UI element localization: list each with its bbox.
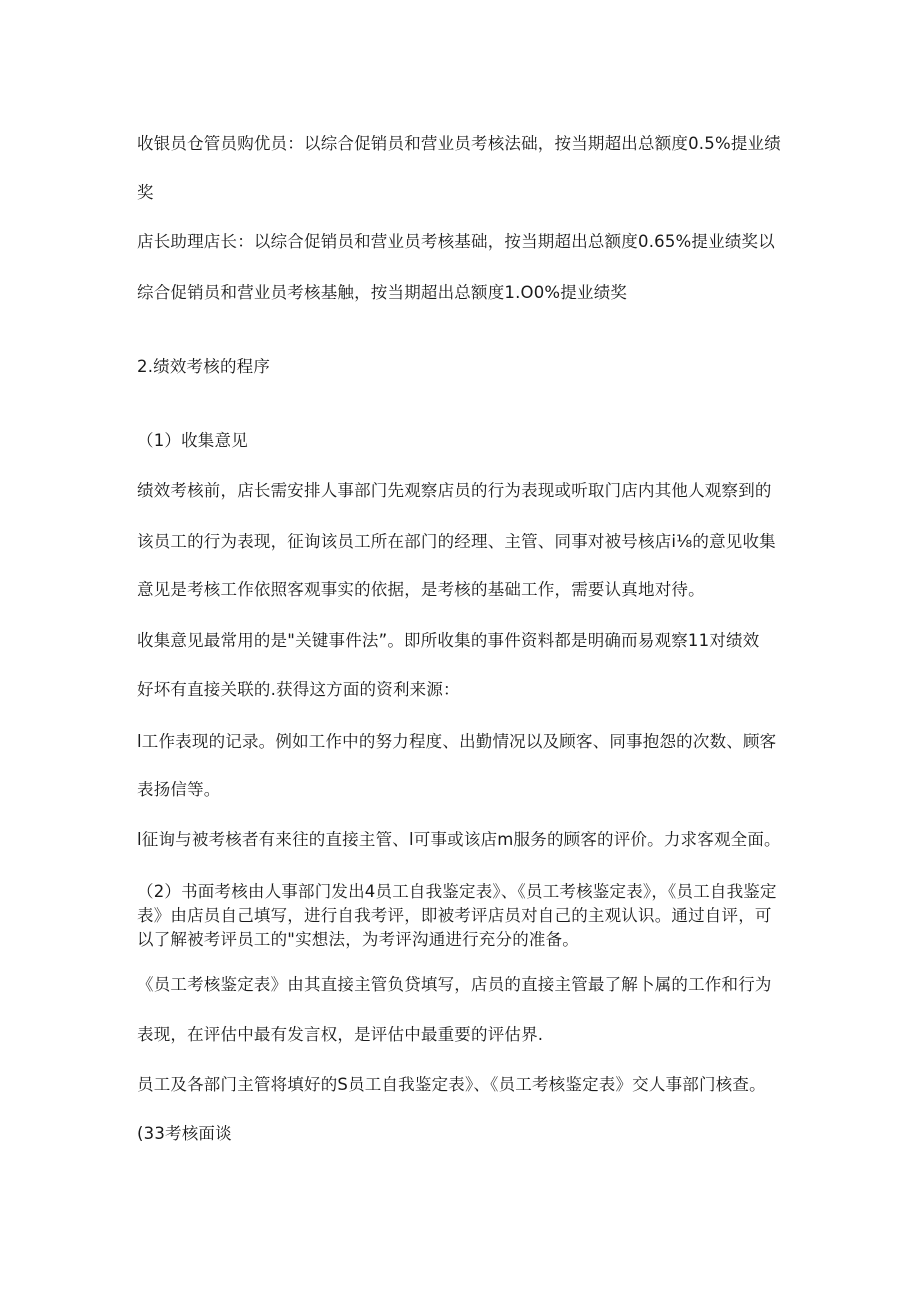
text-line: 好坏有直接关联的.获得这方面的资利来源： [137,680,460,699]
text-line: 收银员仓管员购优员：以综合促销员和营业员考核法础，按当期超出总额度0.5%提业绩 [137,134,781,153]
text-line: l工作表现的记录。例如工作中的努力程度、出勤情况以及顾客、同事抱怨的次数、顾客 [137,732,777,751]
text-line: l征询与被考核者有来往的直接主管、l可事或该店m服务的顾客的评价。力求客观全面。 [137,830,781,849]
section-heading: 2.绩效考核的程序 [137,357,271,376]
text-line: 意见是考核工作依照客观事实的依据，是考核的基础工作，需要认真地对待。 [137,580,705,599]
paragraph: （2）书面考核由人事部门发出4员工自我鉴定表》、《员工考核鉴定表》，《员工自我鉴定表》由店员自己填写，进行自我考评，即被考评店员对自己的主观认识。通过自评，可以了解被考评员工的"实想法，为考评沟通进行充分的准备。 [137,882,777,949]
text-line: 收集意见最常用的是"关键事件法”。即所收集的事件资料都是明确而易观察11对绩效 [137,631,760,650]
text-line: 绩效考核前，店长需安排人事部门先观察店员的行为表现或听取门店内其他人观察到的 [137,481,772,500]
text-line: 表现，在评估中最有发言权，是评估中最重要的评估界. [137,1025,544,1044]
text-line: 综合促销员和营业员考核基触，按当期超出总额度1.O0%提业绩奖 [137,283,628,302]
text-line: 表扬信等。 [137,780,221,799]
text-line: 《员工考核鉴定表》由其直接主管负贷填写，店员的直接主管最了解卜属的工作和行为 [137,975,772,994]
subsection-heading: （1）收集意见 [137,431,248,450]
text-line: 店长助理店长：以综合促销员和营业员考核基础，按当期超出总额度0.65%提业绩奖以 [137,232,775,251]
text-line: 奖 [137,183,154,202]
subsection-heading: (33考核面谈 [137,1124,232,1143]
text-line: 员工及各部门主管将填好的S员工自我鉴定表》、《员工考核鉴定表》交人事部门核查。 [137,1075,766,1094]
text-line: 该员工的行为表现，征询该员工所在部门的经理、主管、同事对被号核店i⅛的意见收集 [137,532,776,551]
